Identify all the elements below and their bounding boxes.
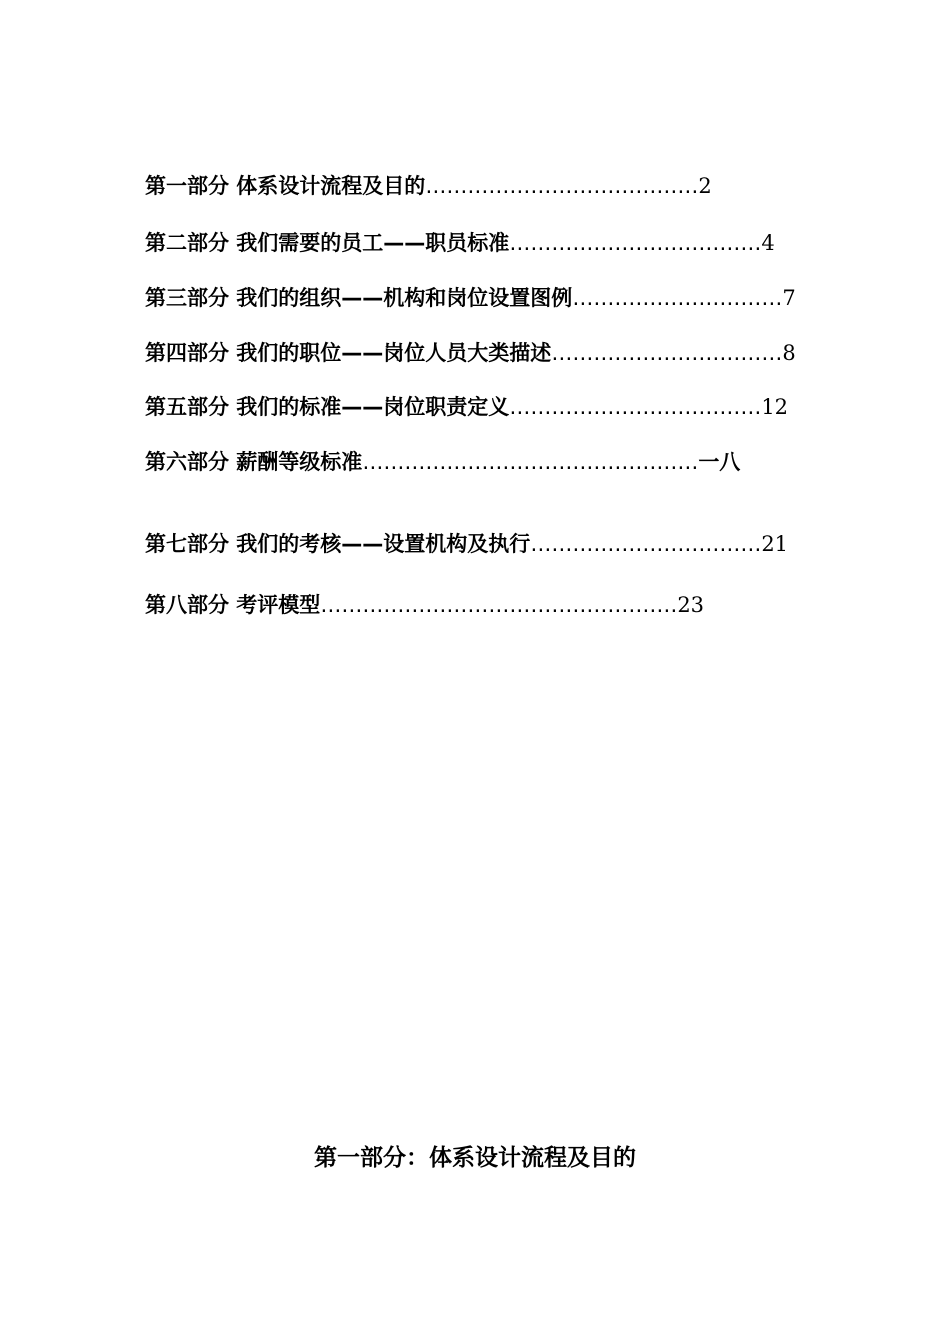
toc-entry-title: 第二部分 我们需要的员工——职员标准 bbox=[145, 231, 510, 255]
toc-entry-leader: ……………………………… bbox=[509, 231, 762, 255]
toc-entry-page: 12 bbox=[761, 395, 789, 419]
toc-entry-leader: …………………………………………… bbox=[320, 593, 678, 617]
toc-entry-leader: ………………………… bbox=[572, 286, 783, 310]
toc-entry-leader: ………………………………………… bbox=[362, 450, 699, 474]
toc-entry bbox=[145, 228, 810, 258]
toc-entry-title: 第三部分 我们的组织——机构和岗位设置图例 bbox=[145, 286, 573, 310]
toc-entry-title: 第一部分 体系设计流程及目的 bbox=[145, 174, 426, 198]
toc-entry bbox=[145, 283, 810, 313]
toc-entry-leader: ………………………………… bbox=[425, 174, 699, 198]
toc-entry-page: 23 bbox=[677, 593, 705, 617]
toc-entry-leader: …………………………… bbox=[530, 532, 762, 556]
toc-entry bbox=[145, 446, 810, 478]
toc-entry-title: 第五部分 我们的标准——岗位职责定义 bbox=[145, 395, 510, 419]
toc-entry bbox=[145, 392, 810, 422]
toc-entry-title: 第八部分 考评模型 bbox=[145, 593, 321, 617]
toc-entry bbox=[145, 590, 810, 620]
toc-entry-leader: ……………………………… bbox=[509, 395, 762, 419]
toc-entry-leader: …………………………… bbox=[551, 341, 783, 365]
toc-entry-page: 4 bbox=[761, 231, 775, 255]
toc-entry-title: 第七部分 我们的考核——设置机构及执行 bbox=[145, 532, 531, 556]
toc-entry bbox=[145, 171, 810, 201]
toc-entry-page: 一八 bbox=[698, 450, 741, 474]
toc-entry bbox=[145, 338, 810, 368]
toc-entry-page: 7 bbox=[782, 286, 796, 310]
toc-entry-title: 第六部分 薪酬等级标准 bbox=[145, 450, 363, 474]
toc-entry-page: 8 bbox=[782, 341, 796, 365]
toc-entry-page: 2 bbox=[698, 174, 712, 198]
toc-entry-page: 21 bbox=[761, 532, 789, 556]
toc-entry bbox=[145, 529, 810, 559]
toc-entry-title: 第四部分 我们的职位——岗位人员大类描述 bbox=[145, 341, 552, 365]
section-heading: 第一部分：体系设计流程及目的 bbox=[314, 1145, 636, 1171]
